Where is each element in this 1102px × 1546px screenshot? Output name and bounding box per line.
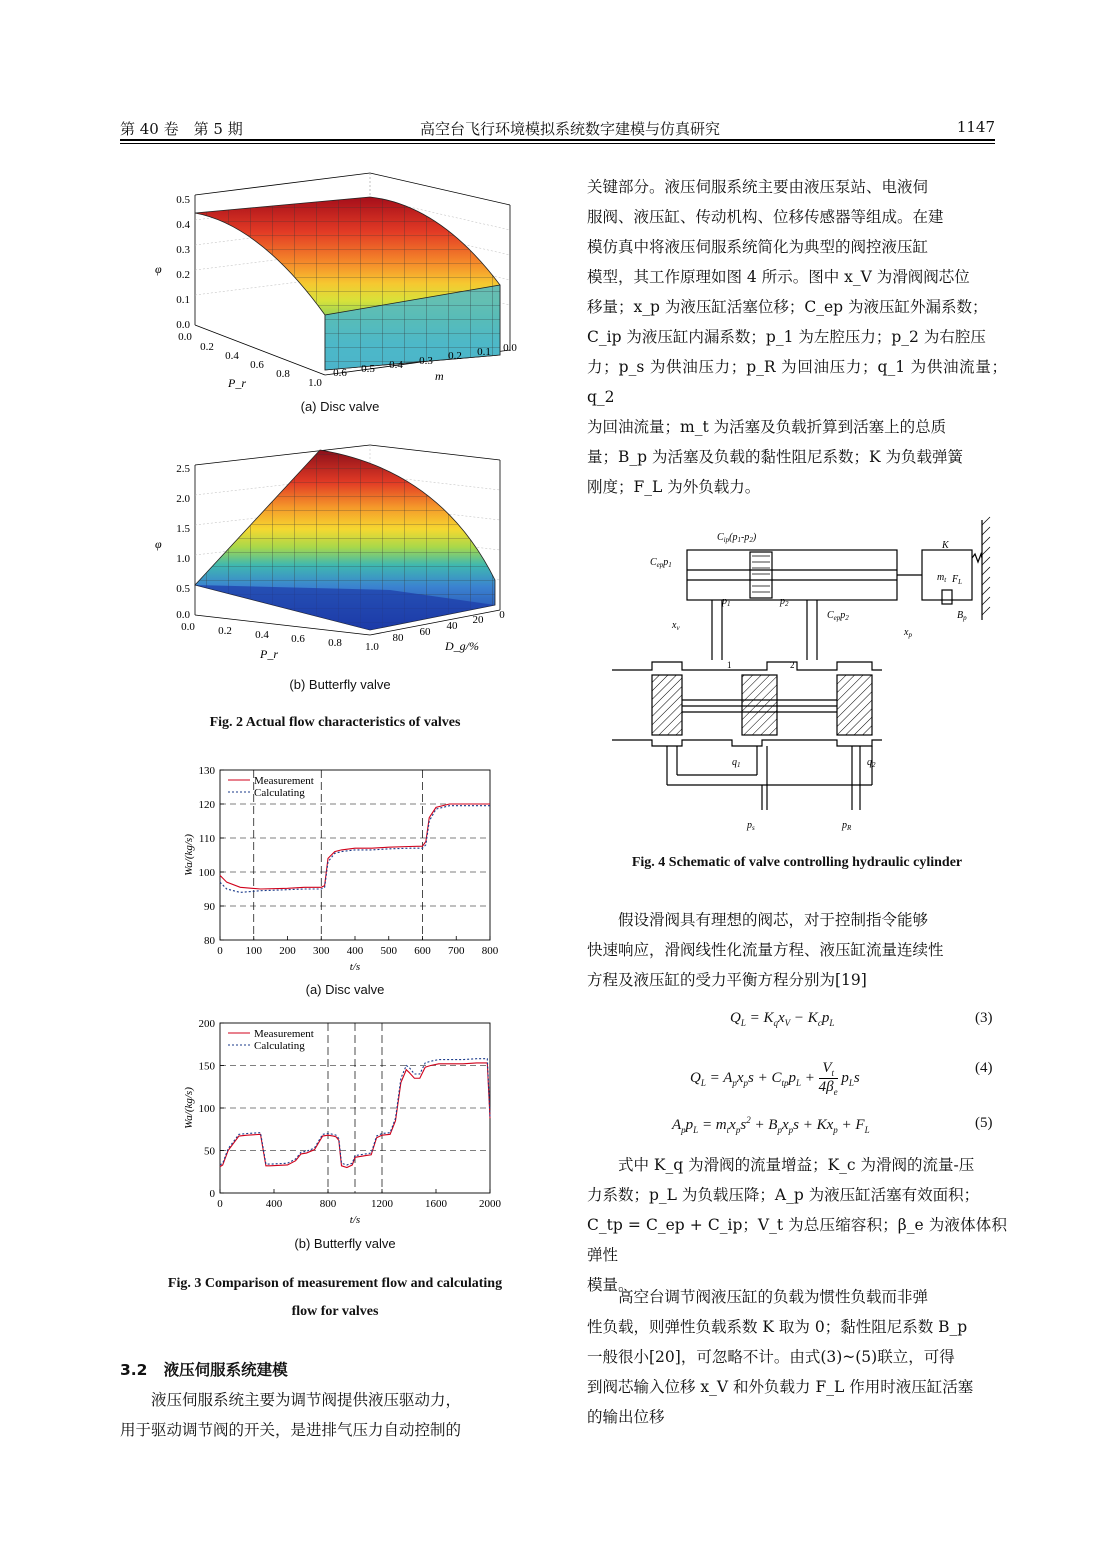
svg-text:ps: $p_s$ [747, 820, 755, 832]
text-line: 模型，其工作原理如图 4 所示。图中 x_V 为滑阀阀芯位 [587, 268, 970, 286]
fig2b-ytick: 1.5 [176, 523, 190, 535]
text-line: 力系数；p_L 为负载压降；A_p 为液压缸活塞有效面积； [587, 1186, 980, 1204]
equation-3: $Q_L = K_qx_V - K_cp_L$ [730, 1010, 835, 1028]
fig2a-mtick: 0.3 [419, 355, 433, 367]
text-line: 刚度；F_L 为外负载力。 [587, 478, 761, 496]
x-tick-label: 1600 [425, 1198, 447, 1210]
equation-3-number: (3) [975, 1010, 993, 1026]
fig2a-zlabel: m [435, 369, 444, 383]
right-paragraph-1 [587, 172, 1007, 502]
journal-volume: 第 40 卷 第 5 期 [120, 120, 243, 138]
fig2a-mtick: 0.4 [389, 359, 403, 371]
fig2b-ytick: 0.5 [176, 583, 190, 595]
running-title: 高空台飞行环境模拟系统数字建模与仿真研究 [419, 120, 720, 138]
fig3-caption-line1: Fig. 3 Comparison of measurement flow and calculating [167, 1276, 503, 1291]
text-line: 量；B_p 为活塞及负载的黏性阻尼系数；K 为负载弹簧 [587, 448, 963, 466]
fig4-schematic [612, 510, 992, 840]
fig2b-mtick: 80 [392, 632, 404, 644]
svg-text:2: 2 [790, 660, 795, 670]
fig2a-xtick: 0.8 [276, 368, 290, 380]
fig2b-xtick: 0.2 [218, 625, 232, 637]
fig2a-xtick: 0.4 [225, 350, 239, 362]
fig3-caption-line2: flow for valves [291, 1304, 379, 1319]
fig2b-xtick: 1.0 [365, 641, 379, 653]
equation-4: $Q_L = A_px_ps + C_{tp}p_L$ + $\frac{V_t}{4\beta_e}$ $p_Ls$ [690, 1060, 860, 1097]
text-line: 一般很小[20]，可忽略不计。由式(3)~(5)联立，可得 [587, 1348, 955, 1366]
fig2b-mtick: 0 [499, 609, 505, 621]
y-tick-label: 0 [209, 1188, 215, 1200]
fig2b-ytick: 0.0 [176, 609, 190, 621]
y-tick-label: 100 [198, 1103, 215, 1115]
fig3a-line-chart [180, 762, 510, 990]
y-tick-label: 130 [198, 765, 215, 777]
svg-text:p2: $p_2$ [780, 596, 789, 608]
fig2a-xtick: 0.6 [250, 359, 264, 371]
text-line: 到阀芯输入位移 x_V 和外负载力 F_L 作用时液压缸活塞 [587, 1378, 974, 1396]
y-tick-label: 80 [204, 935, 215, 947]
right-paragraph-4 [587, 1282, 1007, 1432]
fig3b-line-chart [180, 1015, 510, 1240]
text-line: 的输出位移 [587, 1408, 665, 1426]
fig4-caption: Fig. 4 Schematic of valve controlling hydraulic cylinder [631, 855, 963, 870]
y-tick-label: 100 [198, 867, 215, 879]
header-rule-thin [120, 143, 995, 144]
legend-label: Measurement [254, 775, 314, 787]
text-line: 假设滑阀具有理想的阀芯，对于控制指令能够 [618, 911, 929, 929]
svg-text:xp: $x_p$ [904, 627, 912, 639]
x-tick-label: 800 [319, 1198, 337, 1210]
svg-text:Bp: $B_p$ [957, 610, 967, 622]
text-line: 力；p_s 为供油压力；p_R 为回油压力；q_1 为供油流量；q_2 [587, 358, 1007, 406]
y-tick-label: 120 [198, 799, 215, 811]
svg-text:mt: $m_t$ [937, 572, 947, 584]
x-tick-label: 100 [245, 945, 262, 957]
fig2a-xtick: 0.2 [200, 341, 214, 353]
fig2a-caption: (a) Disc valve [300, 399, 380, 414]
x-tick-label: 400 [265, 1198, 283, 1210]
fig2b-mtick: 60 [419, 626, 431, 638]
fig2a-mtick: 0.0 [503, 342, 517, 354]
x-tick-label: 200 [279, 945, 296, 957]
section-title: 液压伺服系统建模 [163, 1361, 288, 1379]
x-tick-label: 800 [481, 945, 499, 957]
fig2b-xtick: 0.0 [181, 621, 195, 633]
svg-text:pR: $p_R$ [842, 820, 852, 832]
legend-label: Measurement [254, 1028, 314, 1040]
fig2a-xlabel: P_r [228, 376, 246, 390]
section-paragraph-line1: 液压伺服系统主要为调节阀提供液压驱动力， [151, 1391, 462, 1409]
text-line: 高空台调节阀液压缸的负载为惯性负载而非弹 [618, 1288, 929, 1306]
text-line: 模量。 [587, 1276, 634, 1294]
svg-text:p1: $p_1$ [722, 596, 731, 608]
legend-label: Calculating [254, 1040, 305, 1052]
fig2a-ytick: 0.1 [176, 294, 190, 306]
text-line: 服阀、液压缸、传动机构、位移传感器等组成。在建 [587, 208, 944, 226]
x-tick-label: 600 [414, 945, 431, 957]
x-axis-label: t/s [349, 1214, 361, 1226]
y-axis-label: Wa/(kg/s) [183, 834, 195, 876]
svg-text:q1: $q_1$ [732, 757, 741, 769]
svg-text:Cepp1: $C_{ep}p_1$ [650, 557, 672, 569]
fig2a-ytick: 0.5 [176, 194, 190, 206]
svg-text:Cip(p1-p2): $C_{ip}(p_1-p_2)$ [717, 532, 757, 544]
fig2b-xtick: 0.4 [255, 629, 269, 641]
y-tick-label: 110 [198, 833, 215, 845]
fig2b-xlabel: P_r [260, 647, 278, 661]
x-axis-label: t/s [349, 961, 361, 973]
fig2a-ytick: 0.2 [176, 269, 190, 281]
text-line: 为回油流量；m_t 为活塞及负载折算到活塞上的总质 [587, 418, 947, 436]
fig2b-caption: (b) Butterfly valve [289, 677, 391, 692]
fig2a-mtick: 0.2 [448, 350, 462, 362]
x-tick-label: 0 [217, 945, 223, 957]
right-paragraph-2 [587, 905, 1007, 995]
page-number: 1147 [956, 118, 995, 136]
fig2b-surface-plot [140, 440, 540, 670]
svg-text:1: 1 [727, 660, 732, 670]
fig2a-mtick: 0.5 [361, 363, 375, 375]
fig2b-xtick: 0.8 [328, 637, 342, 649]
x-tick-label: 400 [346, 945, 364, 957]
fig2b-mtick: 20 [472, 614, 484, 626]
text-line: 快速响应，滑阀线性化流量方程、液压缸流量连续性 [587, 941, 944, 959]
fig3b-caption: (b) Butterfly valve [294, 1236, 396, 1251]
y-tick-label: 200 [198, 1018, 215, 1030]
svg-text:K: K [942, 540, 949, 551]
fig2b-zlabel: D_g/% [445, 639, 479, 653]
text-line: C_ip 为液压缸内漏系数；p_1 为左腔压力；p_2 为右腔压 [587, 328, 986, 346]
fig2a-ytick: 0.4 [176, 219, 190, 231]
fig2a-xtick: 1.0 [308, 377, 322, 389]
text-line: 方程及液压缸的受力平衡方程分别为[19] [587, 971, 867, 989]
y-axis-label: Wa/(kg/s) [183, 1087, 195, 1129]
x-tick-label: 0 [217, 1198, 223, 1210]
series-line-measurement [220, 804, 490, 889]
svg-text:FL: $F_L$ [952, 574, 963, 586]
svg-text:Cepp2: $C_{ep}p_2$ [827, 610, 849, 622]
section-paragraph-line2: 用于驱动调节阀的开关，是进排气压力自动控制的 [120, 1421, 462, 1439]
fig2a-ytick: 0.0 [176, 319, 190, 331]
fig2a-mtick: 0.6 [333, 367, 347, 379]
y-tick-label: 90 [204, 901, 215, 913]
equation-5: $A_pp_L = m_tx_ps^2 + B_px_ps + Kx_p + F_L$ [672, 1115, 870, 1135]
x-tick-label: 300 [313, 945, 330, 957]
text-line: 模仿真中将液压伺服系统简化为典型的阀控液压缸 [587, 238, 929, 256]
fig2b-mtick: 40 [446, 620, 458, 632]
fig2a-xtick: 0.0 [178, 331, 192, 343]
fig2b-xtick: 0.6 [291, 633, 305, 645]
x-tick-label: 1200 [371, 1198, 393, 1210]
text-line: 性负载，则弹性负载系数 K 取为 0；黏性阻尼系数 B_p [587, 1318, 968, 1336]
fig2b-ylabel: φ [155, 537, 162, 551]
fig2b-ytick: 2.5 [176, 463, 190, 475]
section-heading [120, 1358, 288, 1380]
text-line: C_tp = C_ep + C_ip；V_t 为总压缩容积；β_e 为液体体积弹性 [587, 1216, 1007, 1264]
text-line: 移量；x_p 为液压缸活塞位移；C_ep 为液压缸外漏系数； [587, 298, 988, 316]
x-tick-label: 500 [380, 945, 397, 957]
right-paragraph-3 [587, 1150, 1007, 1300]
fig2-caption: Fig. 2 Actual flow characteristics of valves [209, 715, 461, 730]
fig2b-ytick: 2.0 [176, 493, 190, 505]
header-rule-thick [120, 139, 995, 141]
fig2b-ytick: 1.0 [176, 553, 190, 565]
y-tick-label: 50 [204, 1145, 215, 1158]
series-line-calculating [220, 806, 490, 893]
fig3a-caption: (a) Disc valve [305, 982, 385, 997]
fig2a-ylabel: φ [155, 262, 162, 276]
fig2a-mtick: 0.1 [477, 346, 491, 358]
svg-text:q2: $q_2$ [867, 757, 876, 769]
text-line: 式中 K_q 为滑阀的流量增益；K_c 为滑阀的流量-压 [618, 1156, 975, 1174]
svg-text:xv: $x_v$ [672, 620, 680, 632]
text-line: 关键部分。液压伺服系统主要由液压泵站、电液伺 [587, 178, 929, 196]
equation-5-number: (5) [975, 1115, 993, 1131]
legend-label: Calculating [254, 787, 305, 799]
equation-4-number: (4) [975, 1060, 993, 1076]
x-tick-label: 2000 [479, 1198, 501, 1210]
fig2a-surface-plot [140, 165, 540, 390]
y-tick-label: 150 [198, 1060, 215, 1073]
fig2a-ytick: 0.3 [176, 244, 190, 256]
x-tick-label: 700 [448, 945, 465, 957]
section-number: 3.2 [120, 1361, 148, 1379]
